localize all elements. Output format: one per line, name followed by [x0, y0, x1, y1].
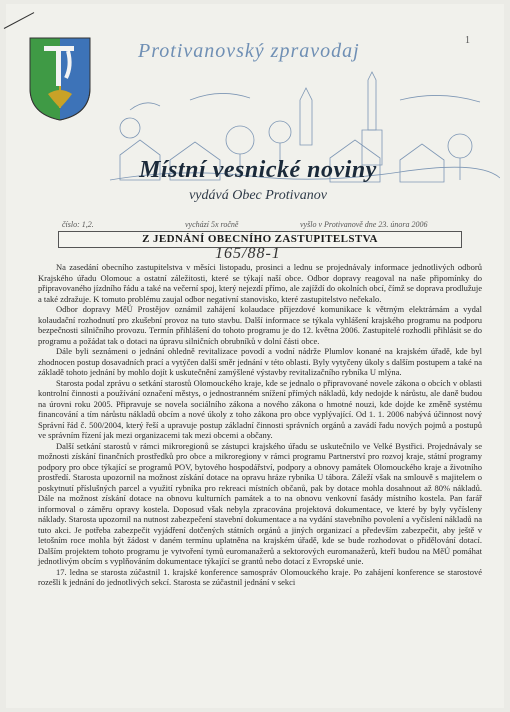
- issue-date: vyšlo v Protivanově dne 23. února 2006: [300, 220, 428, 229]
- page-number: 1: [465, 35, 470, 46]
- newspaper-subtitle: vydává Obec Protivanov: [189, 188, 327, 203]
- section-heading: Z JEDNÁNÍ OBECNÍHO ZASTUPITELSTVA: [58, 231, 462, 248]
- article-body: [38, 262, 482, 588]
- article-paragraph: Starosta podal zprávu o setkání starostů Olomouckého kraje, kde se jednalo o připravované novele zákona o obcích v oblasti kontrolní činnosti a používání označení městys, o jednostranném snížení přímých nákladů, kdy nedojde k nárůstu, ale daně budou na úrovni roku 2005. Připravuje se novela sociálního zákona a nového zákona o hmotné nouzi, kde dojde ke změně systému financování a tím nárůstu nákladů obcím a nové úkoly z toho zákona pro obce vyplývající. Od 1. 1. 2006 nabývá účinnost nový Správní řád č. 500/2004, který řeší a upravuje postup základní činnosti správních orgánů a zavádí řadu nových pojmů a postupů ve správním řízení jak mezi organizacemi tak mezi obcemi a občany.: [38, 377, 482, 440]
- masthead-title: Protivanovský zpravodaj: [138, 40, 360, 62]
- coat-of-arms-icon: [26, 36, 94, 122]
- publication-frequency: vychází 5x ročně: [185, 220, 239, 229]
- article-paragraph: 17. ledna se starosta zúčastnil 1. krajské konference samospráv Olomouckého kraje. Po zahájení konference se starostové rozešli k jednání do jednotlivých sekcí. Starosta se zúčastnil jednání v sekci: [38, 566, 482, 587]
- article-paragraph: Dále byli seznámeni o jednání ohledně revitalizace povodí a vodní nádrže Plumlov konané na krajském úřadě, kde byl zhodnocen postup dosavadních prací a vytýčen další směr jednání v této oblasti. Byly vytyčeny úkoly s dalším postupem a také na základě tohoto jednání by mohlo dojít k uskutečnění zamýšlené výstavby revitalizačního rybníka U mlýna.: [38, 346, 482, 377]
- newspaper-title: Místní vesnické noviny: [139, 157, 377, 183]
- article-paragraph: Odbor dopravy MěÚ Prostějov oznámil zahájení kolaudace příjezdové komunikace k větrným elektrárnám a vydal kolaudační rozhodnutí pro zkušební provoz na tuto stavbu. Další informace se týkala vyhlášení krajského programu na podporu bezpečnosti silničního provozu. Termín přihlášení do tohoto programu je do 12. května 2006. Zastupitelé rozhodli přihlásit se do programu a požádat tak o dotaci na úpravu silničních obrubníků v dolní části obce.: [38, 304, 482, 346]
- article-paragraph: Další setkání starostů v rámci mikroregionů se zástupci krajského úřadu se uskutečnilo ve Velké Bystřici. Projednávaly se možnosti získání finančních prostředků pro obce a mikroregiony v rámci programu Partnerství pro rozvoj kraje, státní programy podpory pro obce týkající se programů POV, bytového hospodářství, podpory a obnovy památek Olomouckého kraje a životního prostředí. Starosta upozornil na možnost získání dotace na opravu hráze rybníka U tábora. Záleží však na smlouvě s majitelem o poskytnutí příslušných parcel a využití rybníka pro rekreaci místních občanů, pak by dotace mohla dosahnout až 80% nákladů. Dále na možnost získání dotace na obnovu kulturních památek a to na obnovu venkovní fasády místního kostela. Pan farář informoval o záměru opravy kostela. Doposud však nebyla zpracována projektová dokumentace, ve které by byly vyčísleny náklady. Starosta upozornil na nutnost zabezpečení stavební dokumentace a na vydání stavebního povolení a vyčíslení nákladů na tuto akci. Je potřeba zabezpečit vyjádření dotčených státních orgánů a jiných organizací a především zabezpečit, aby ještě v letošním roce mohla být žádost v daném termínu uplatněna na krajském úřadě, kde se bude rozhodovat o přidělování dotací. Dalším projektem tohoto programu je vytvoření tymů euromanažerů a sektorových euromanažerů, kteří budou na MěÚ pomáhat jednotlivým obcím s vyplňováním dokumentace týkající se grantů nebo dotací z Evropské unie.: [38, 440, 482, 566]
- issue-number: číslo: 1,2.: [62, 220, 94, 229]
- article-paragraph: Na zasedání obecního zastupitelstva v měsíci listopadu, prosinci a lednu se projednávaly informace jednotlivých odborů Krajského úřadu Olomouc a ostatní záležitosti, které se týkají naší obce. Odbor dopravy reagoval na naše připomínky do připravovaného jízdního řádu a také na večerní spoj, který nejezdí přímo, ale zajíždí do okolních obcí, čímž se doprava prodlužuje a také zdražuje. K tomuto problému zaujal odbor negativní stanovisko, které zastupitelstvo nečekalo.: [38, 262, 482, 304]
- handwritten-note: 165/88-1: [215, 245, 281, 262]
